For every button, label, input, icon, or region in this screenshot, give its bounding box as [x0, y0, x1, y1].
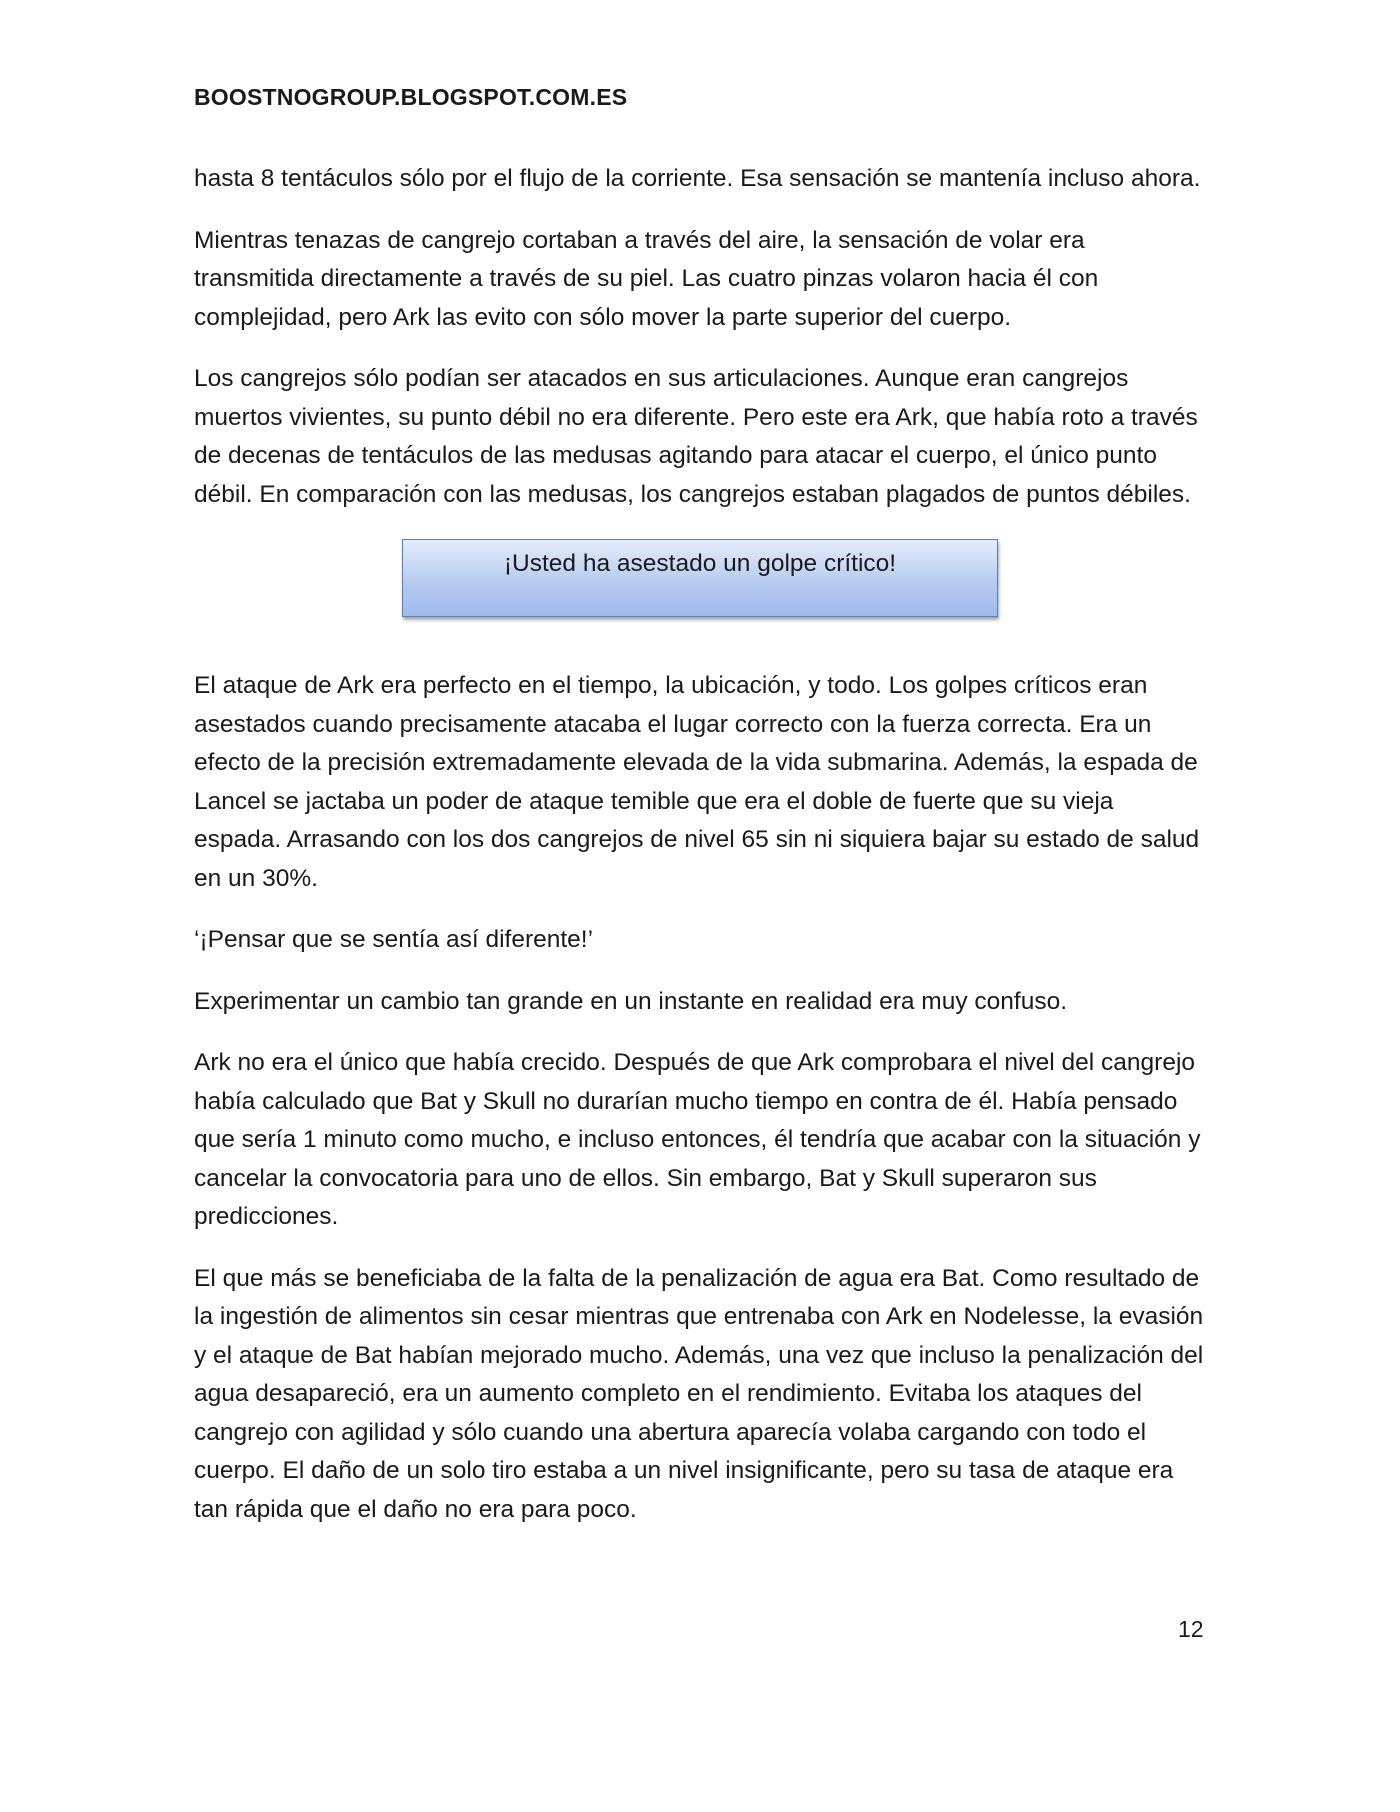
critical-hit-callout: ¡Usted ha asestado un golpe crítico! — [402, 539, 998, 617]
page-body — [194, 160, 1206, 1552]
paragraph: El que más se beneficiaba de la falta de la penalización de agua era Bat. Como resultado de la ingestión de alimentos sin cesar mientras que entrenaba con Ark en Nodelesse, la evasión y el ataque de Bat habían mejorado mucho. Además, una vez que incluso la penalización del agua desapareció, era un aumento completo en el rendimiento. Evitaba los ataques del cangrejo con agilidad y sólo cuando una abertura aparecía volaba cargando con todo el cuerpo. El daño de un solo tiro estaba a un nivel insignificante, pero su tasa de ataque era tan rápida que el daño no era para poco. — [194, 1264, 1204, 1523]
page-number: 12 — [1178, 1616, 1204, 1642]
paragraph: ‘¡Pensar que se sentía así diferente!’ — [194, 926, 594, 953]
paragraph: Los cangrejos sólo podían ser atacados en sus articulaciones. Aunque eran cangrejos muertos vivientes, su punto débil no era diferente. Pero este era Ark, que había roto a través de decenas de tentáculos de las medusas agitando para atacar el cuerpo, el único punto débil. En comparación con las medusas, los cangrejos estaban plagados de puntos débiles. — [194, 365, 1198, 508]
paragraph: Ark no era el único que había crecido. Después de que Ark comprobara el nivel del cangrejo había calculado que Bat y Skull no durarían mucho tiempo en contra de él. Había pensado que sería 1 minuto como mucho, e incluso entonces, él tendría que acabar con la situación y cancelar la convocatoria para uno de ellos. Sin embargo, Bat y Skull superaron sus predicciones. — [194, 1049, 1201, 1230]
paragraph: El ataque de Ark era perfecto en el tiempo, la ubicación, y todo. Los golpes críticos eran asestados cuando precisamente atacaba el lugar correcto con la fuerza correcta. Era un efecto de la precisión extremadamente elevada de la vida submarina. Además, la espada de Lancel se jactaba un poder de ataque temible que era el doble de fuerte que su vieja espada. Arrasando con los dos cangrejos de nivel 65 sin ni siquiera bajar su estado de salud en un 30%. — [194, 672, 1200, 892]
callout-container — [194, 539, 1206, 617]
paragraph: Experimentar un cambio tan grande en un instante en realidad era muy confuso. — [194, 987, 1068, 1015]
page-header: BOOSTNOGROUP.BLOGSPOT.COM.ES — [194, 84, 628, 110]
paragraph: hasta 8 tentáculos sólo por el flujo de la corriente. Esa sensación se mantenía incluso ahora. — [194, 165, 1201, 192]
paragraph: Mientras tenazas de cangrejo cortaban a través del aire, la sensación de volar era transmitida directamente a través de su piel. Las cuatro pinzas volaron hacia él con complejidad, pero Ark las evito con sólo mover la parte superior del cuerpo. — [194, 226, 1099, 331]
